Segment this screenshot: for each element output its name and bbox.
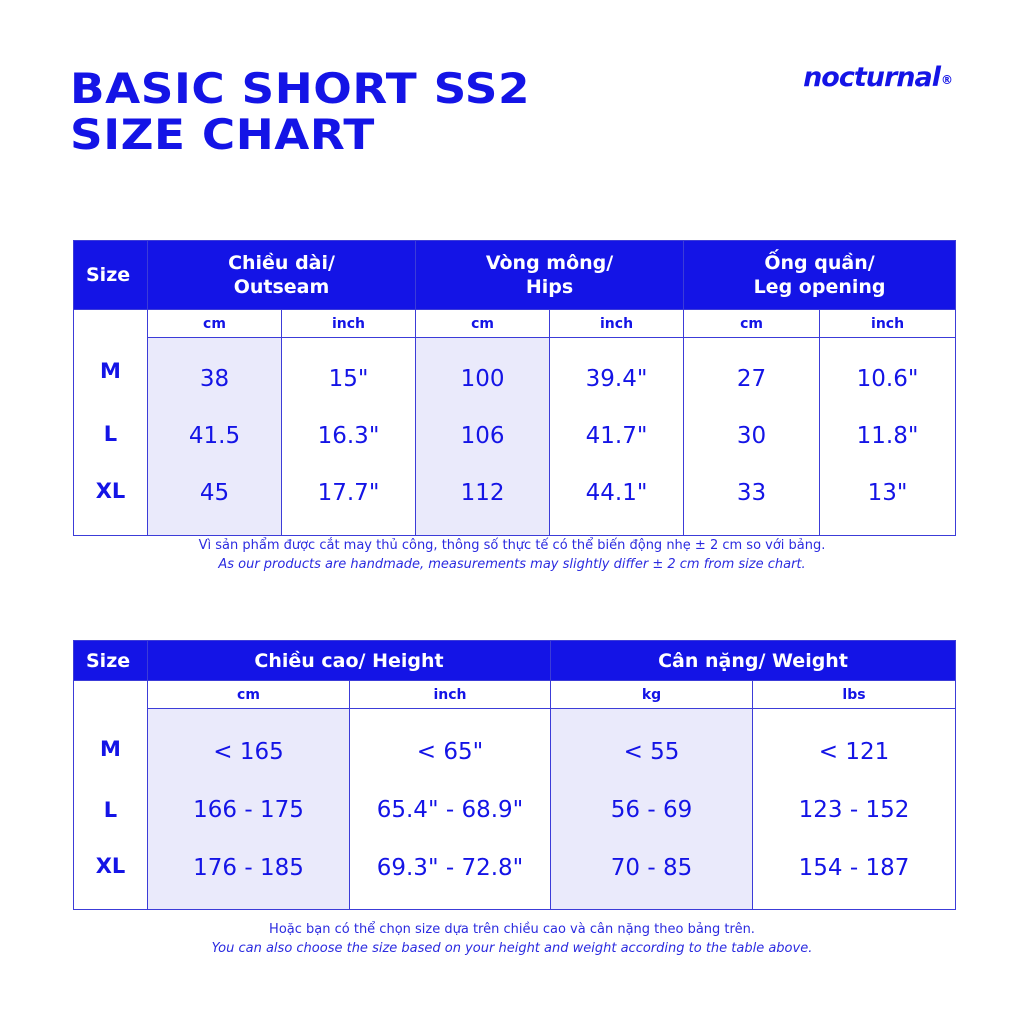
table-cell: 38 <box>148 338 282 408</box>
table-row <box>74 709 956 782</box>
table-cell: 13" <box>820 464 956 536</box>
table-cell: < 121 <box>753 709 956 782</box>
weight-header: Cân nặng/ Weight <box>551 641 956 681</box>
note-english: You can also choose the size based on your height and weight according to the table above. <box>211 941 813 956</box>
table-cell: 17.7" <box>282 464 416 536</box>
leg-opening-header: Ống quần/ Leg opening <box>684 241 956 310</box>
outseam-header: Chiều dài/ Outseam <box>148 241 416 310</box>
table-cell: 15" <box>282 338 416 408</box>
size-label: L <box>103 798 118 822</box>
unit-label: lbs <box>753 681 956 709</box>
table-row <box>74 464 956 536</box>
table-cell: < 65" <box>350 709 551 782</box>
unit-label: inch <box>350 681 551 709</box>
table-cell: 27 <box>684 338 820 408</box>
table-cell: 33 <box>684 464 820 536</box>
unit-label: inch <box>820 310 956 338</box>
size-label: M <box>100 737 121 761</box>
unit-row <box>74 310 956 338</box>
unit-label: cm <box>416 310 550 338</box>
table-cell: 100 <box>416 338 550 408</box>
size-label: XL <box>95 479 126 503</box>
table-cell: < 55 <box>551 709 753 782</box>
table-cell: 39.4" <box>550 338 684 408</box>
body-size-table <box>73 640 956 910</box>
table-cell: 44.1" <box>550 464 684 536</box>
table-header-row <box>74 241 956 310</box>
note-vietnamese: Hoặc bạn có thể chọn size dựa trên chiều cao và cân nặng theo bảng trên. <box>269 922 755 937</box>
table-cell: 10.6" <box>820 338 956 408</box>
note-vietnamese: Vì sản phẩm được cắt may thủ công, thông số thực tế có thể biến động nhẹ ± 2 cm so với bảng. <box>198 538 826 553</box>
size-label-column <box>74 310 148 536</box>
page-title <box>70 66 530 158</box>
brand-name: nocturnal <box>803 62 940 93</box>
unit-label: cm <box>148 681 350 709</box>
table-cell: 41.5 <box>148 407 282 464</box>
table-cell: 16.3" <box>282 407 416 464</box>
table-row <box>74 781 956 839</box>
table-cell: 69.3" - 72.8" <box>350 839 551 910</box>
size-column-header: Size <box>74 641 148 681</box>
table-cell: 65.4" - 68.9" <box>350 781 551 839</box>
table-row <box>74 839 956 910</box>
table-cell: 123 - 152 <box>753 781 956 839</box>
table-cell: 166 - 175 <box>148 781 350 839</box>
measurement-note <box>0 536 1024 574</box>
table-header-row <box>74 641 956 681</box>
unit-label: inch <box>282 310 416 338</box>
table-cell: 11.8" <box>820 407 956 464</box>
table-cell: 45 <box>148 464 282 536</box>
table-cell: 56 - 69 <box>551 781 753 839</box>
table-cell: 176 - 185 <box>148 839 350 910</box>
table-cell: 70 - 85 <box>551 839 753 910</box>
registered-mark-icon: ® <box>941 73 952 87</box>
note-english: As our products are handmade, measurements may slightly differ ± 2 cm from size chart. <box>218 557 806 572</box>
size-label: M <box>100 359 121 383</box>
unit-row <box>74 681 956 709</box>
title-line-2: SIZE CHART <box>70 110 375 159</box>
table-row <box>74 407 956 464</box>
height-header: Chiều cao/ Height <box>148 641 551 681</box>
table-cell: 154 - 187 <box>753 839 956 910</box>
size-column-header: Size <box>74 241 148 310</box>
table-cell: 30 <box>684 407 820 464</box>
unit-label: kg <box>551 681 753 709</box>
table-row <box>74 338 956 408</box>
unit-label: cm <box>684 310 820 338</box>
size-selection-note <box>0 920 1024 958</box>
hips-header: Vòng mông/ Hips <box>416 241 684 310</box>
table-cell: 41.7" <box>550 407 684 464</box>
title-line-1: BASIC SHORT SS2 <box>70 64 531 113</box>
unit-label: cm <box>148 310 282 338</box>
size-label: XL <box>95 854 126 878</box>
unit-label: inch <box>550 310 684 338</box>
table-cell: 106 <box>416 407 550 464</box>
size-label-column <box>74 681 148 910</box>
brand-logo <box>803 62 952 93</box>
garment-size-table <box>73 240 956 536</box>
table-cell: < 165 <box>148 709 350 782</box>
size-label: L <box>103 422 118 446</box>
table-cell: 112 <box>416 464 550 536</box>
